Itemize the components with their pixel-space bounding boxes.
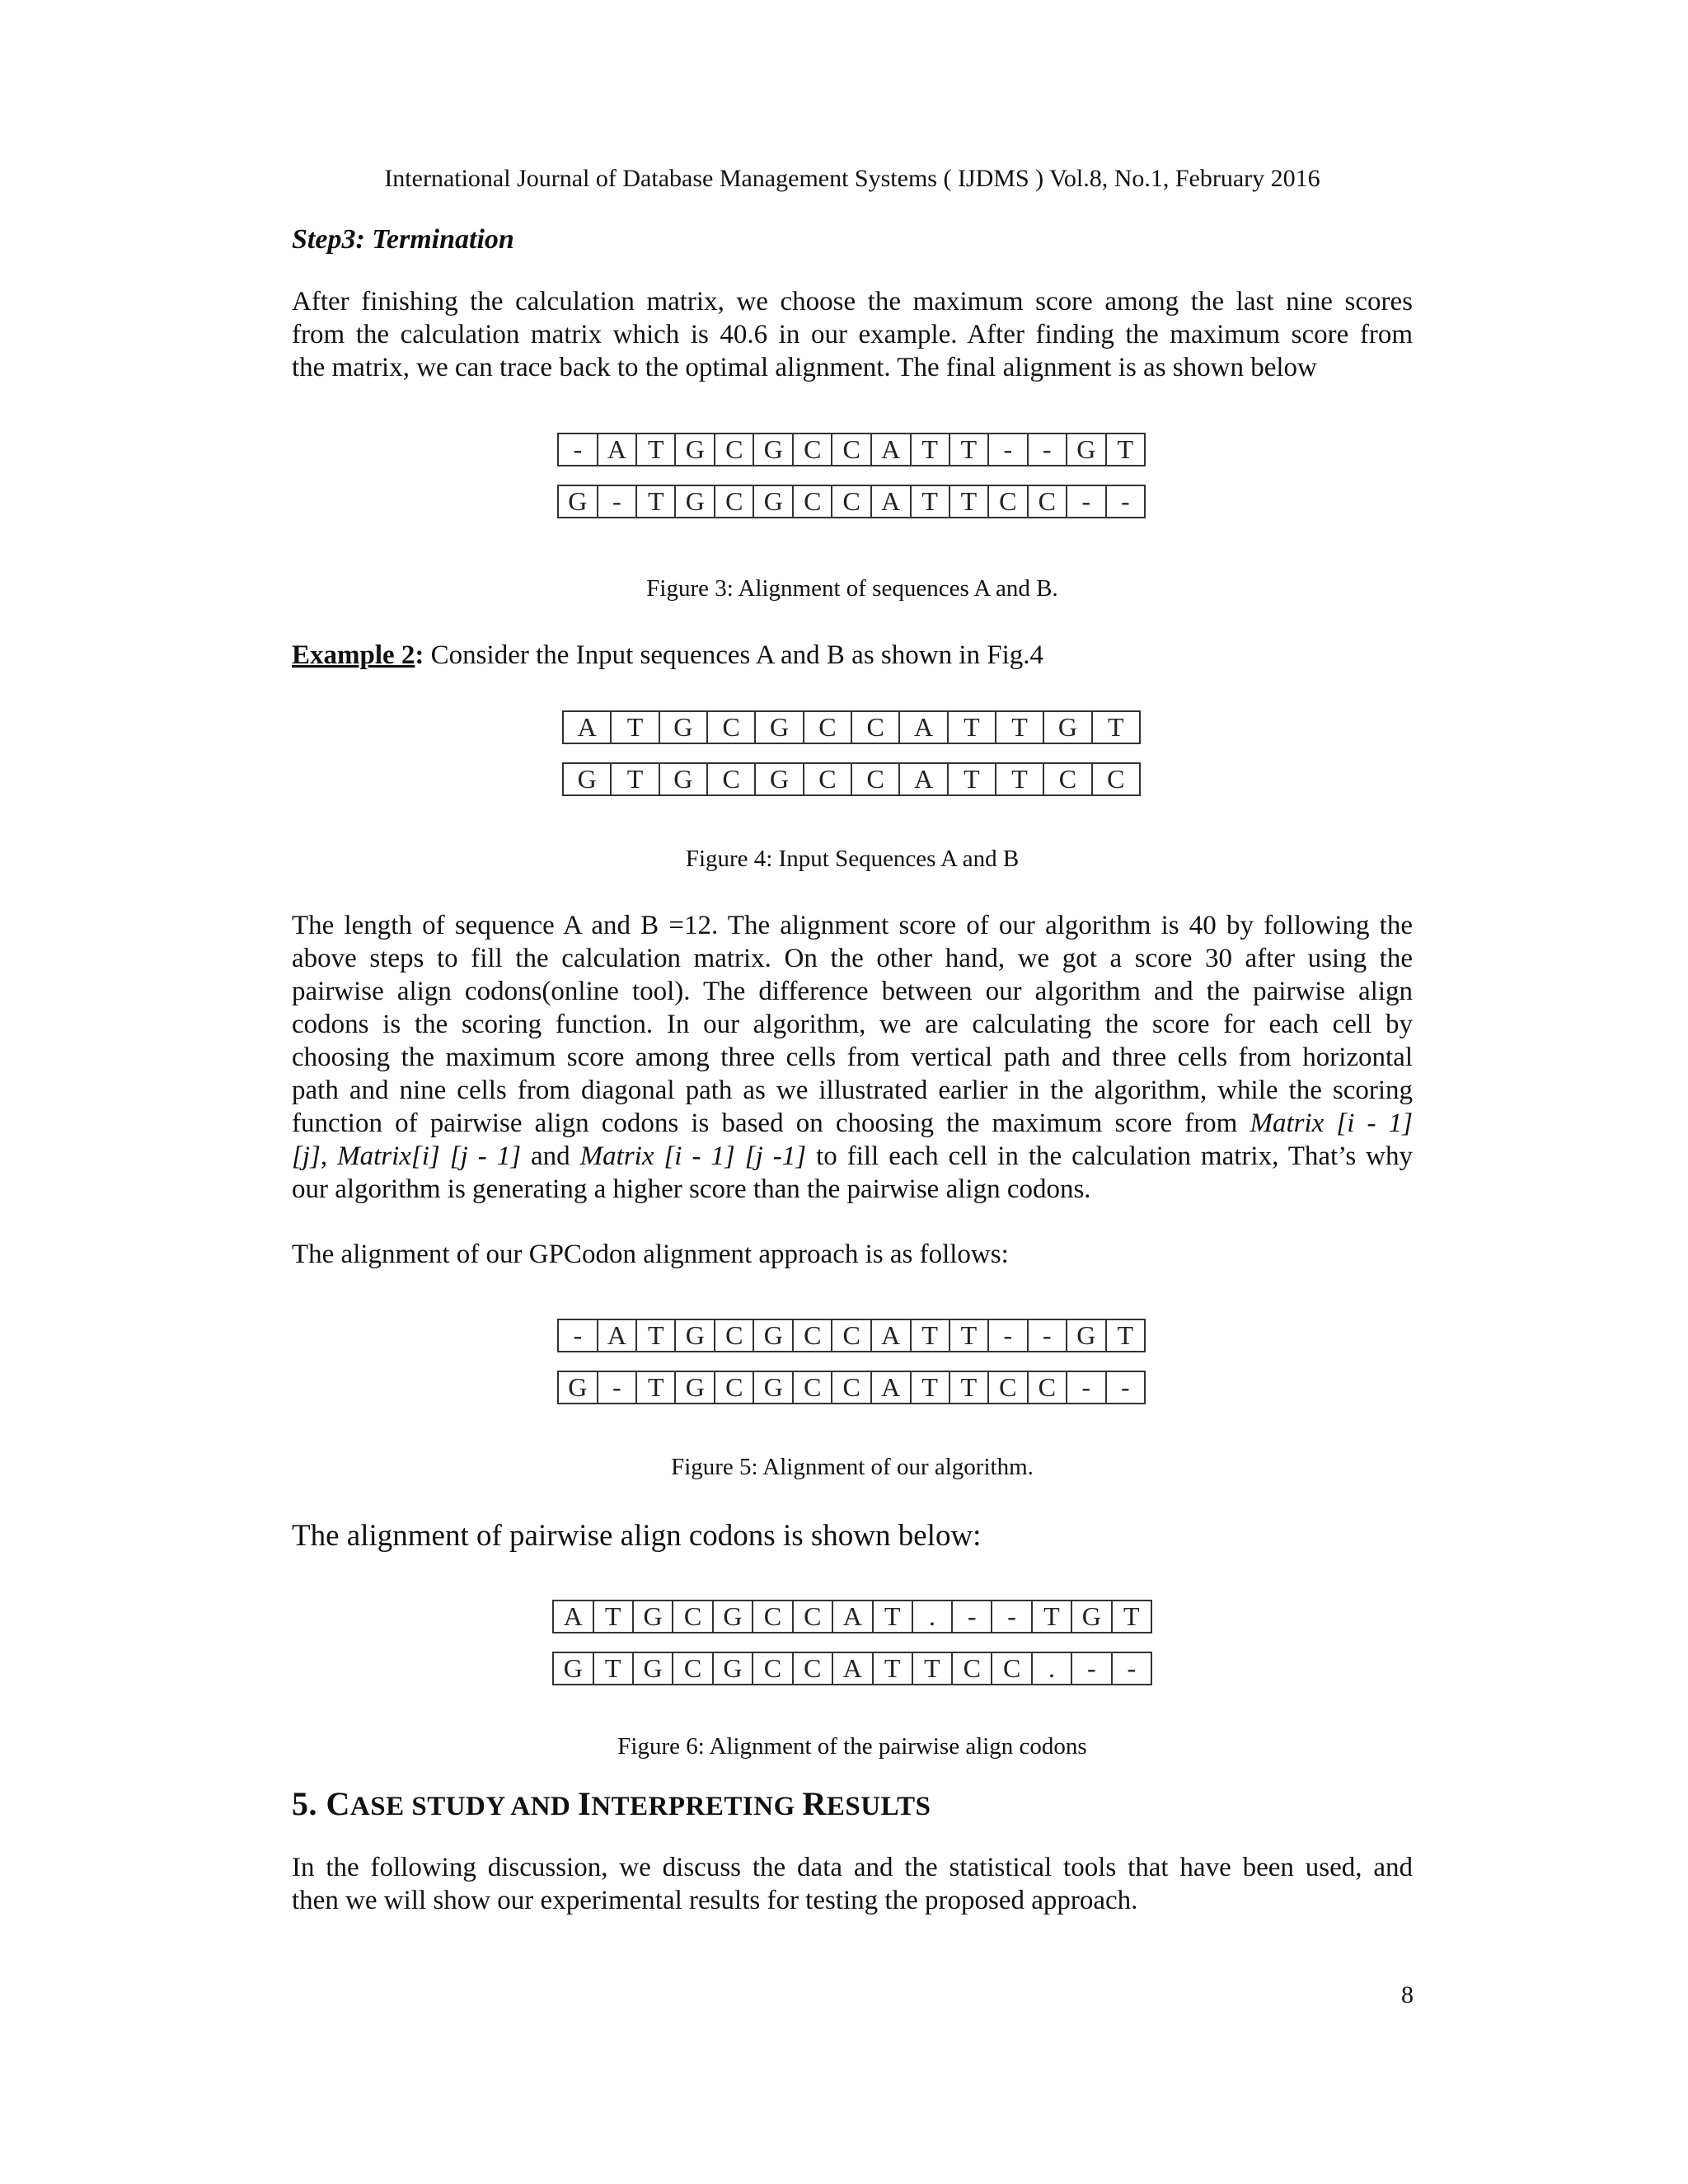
sequence-cell: G: [553, 1652, 593, 1685]
text-line: pairwise align codons(online tool). The difference between our algorithm and the pairwise align: [292, 977, 1413, 1006]
text-line: The alignment of our GPCodon alignment approach is as follows:: [292, 1240, 1009, 1269]
sequence-cell: T: [912, 1652, 952, 1685]
sequence-cell: .: [912, 1601, 952, 1633]
sequence-cell: C: [992, 1652, 1031, 1685]
sequence-cell: -: [952, 1601, 992, 1633]
text-line: [j], Matrix[i] [j - 1] and Matrix [i - 1] [j -1] to fill each cell in the calculation matrix, That’s why: [292, 1141, 1414, 1171]
figure-4-input-sequences-table: [562, 710, 1141, 796]
section-heading: 5. CASE STUDY AND INTERPRETING RESULTS: [292, 1785, 931, 1822]
sequence-cell: -: [988, 1319, 1027, 1352]
running-header: International Journal of Database Management Systems ( IJDMS ) Vol.8, No.1, February 2016: [384, 165, 1320, 192]
text-line: choosing the maximum score among three cells from vertical path and three cells from horizontal: [292, 1043, 1413, 1072]
sequence-cell: T: [1106, 1319, 1145, 1352]
sequence-cell: G: [558, 1371, 598, 1404]
sequence-row: [563, 763, 1140, 795]
sequence-cell: G: [563, 763, 611, 795]
sequence-cell: G: [675, 1319, 715, 1352]
text-line: the matrix, we can trace back to the optimal alignment. The final alignment is as shown below: [292, 353, 1317, 382]
sequence-cell: G: [633, 1601, 673, 1633]
step-title: Step3: Termination: [292, 224, 514, 255]
sequence-cell: -: [992, 1601, 1031, 1633]
sequence-cell: A: [553, 1601, 593, 1633]
sequence-cell: G: [1067, 434, 1106, 466]
sequence-cell: C: [832, 1319, 870, 1352]
sequence-cell: T: [911, 1319, 950, 1352]
sequence-cell: C: [851, 763, 899, 795]
sequence-cell: -: [598, 1371, 637, 1404]
sequence-cell: C: [988, 1371, 1027, 1404]
sequence-row: [558, 1371, 1145, 1404]
sequence-cell: -: [1028, 434, 1067, 466]
figure-6-caption: Figure 6: Alignment of the pairwise align codons: [617, 1733, 1087, 1760]
sequence-cell: G: [753, 434, 793, 466]
sequence-cell: C: [793, 434, 832, 466]
sequence-cell: C: [1092, 763, 1140, 795]
paragraph-case-study: [292, 1851, 1413, 1917]
sequence-cell: A: [598, 434, 637, 466]
sequence-cell: C: [804, 763, 851, 795]
sequence-cell: -: [1112, 1652, 1151, 1685]
row-separator: [558, 466, 1145, 485]
example-2-label: Example 2: [292, 640, 415, 670]
row-separator: [553, 1633, 1151, 1652]
text-line: In the following discussion, we discuss the data and the statistical tools that have been used, and: [292, 1853, 1413, 1882]
sequence-cell: C: [851, 711, 899, 743]
sequence-cell: G: [755, 711, 803, 743]
sequence-cell: T: [911, 1371, 950, 1404]
sequence-cell: A: [871, 1371, 911, 1404]
sequence-cell: G: [675, 434, 715, 466]
text-line: The length of sequence A and B =12. The alignment score of our algorithm is 40 by following the: [292, 911, 1413, 940]
sequence-cell: C: [1043, 763, 1091, 795]
sequence-cell: C: [804, 711, 851, 743]
sequence-cell: T: [950, 1319, 988, 1352]
paragraph-pairwise-intro: The alignment of pairwise align codons is shown below:: [292, 1519, 982, 1553]
page-number: 8: [1401, 1981, 1414, 2008]
sequence-cell: T: [948, 763, 996, 795]
sequence-cell: C: [707, 711, 755, 743]
sequence-cell: G: [675, 1371, 715, 1404]
sequence-cell: T: [950, 1371, 988, 1404]
sequence-cell: -: [1106, 1371, 1145, 1404]
sequence-cell: C: [715, 1371, 753, 1404]
sequence-cell: C: [707, 763, 755, 795]
sequence-row: [553, 1601, 1151, 1633]
sequence-cell: C: [952, 1652, 992, 1685]
sequence-cell: C: [673, 1652, 712, 1685]
sequence-cell: A: [832, 1601, 873, 1633]
sequence-cell: C: [832, 434, 870, 466]
sequence-cell: -: [558, 434, 598, 466]
sequence-cell: G: [755, 763, 803, 795]
sequence-cell: C: [793, 1371, 832, 1404]
sequence-cell: C: [988, 485, 1027, 518]
text-line: codons is the scoring function. In our algorithm, we are calculating the score for each cell by: [292, 1010, 1413, 1039]
sequence-cell: T: [996, 763, 1043, 795]
sequence-cell: T: [636, 434, 675, 466]
sequence-cell: -: [988, 434, 1027, 466]
figure-5-alignment-table: [557, 1319, 1146, 1404]
sequence-cell: G: [1067, 1319, 1106, 1352]
sequence-cell: G: [753, 1319, 793, 1352]
sequence-cell: C: [793, 485, 832, 518]
sequence-row: [553, 1652, 1151, 1685]
sequence-cell: T: [611, 711, 659, 743]
sequence-cell: A: [871, 434, 911, 466]
sequence-cell: T: [950, 434, 988, 466]
sequence-cell: T: [873, 1601, 912, 1633]
sequence-cell: T: [611, 763, 659, 795]
sequence-cell: -: [1028, 1319, 1067, 1352]
sequence-cell: -: [1106, 485, 1145, 518]
sequence-cell: A: [598, 1319, 637, 1352]
sequence-cell: T: [948, 711, 996, 743]
sequence-cell: T: [636, 1371, 675, 1404]
figure-5-caption: Figure 5: Alignment of our algorithm.: [671, 1454, 1034, 1480]
sequence-cell: G: [1043, 711, 1091, 743]
sequence-cell: T: [911, 485, 950, 518]
sequence-cell: T: [636, 1319, 675, 1352]
sequence-cell: -: [1067, 1371, 1106, 1404]
sequence-cell: G: [753, 1371, 793, 1404]
paragraph-example-2-discussion: [292, 909, 1413, 1206]
row-separator: [558, 1352, 1145, 1371]
text-line: our algorithm is generating a higher score than the pairwise align codons.: [292, 1174, 1091, 1204]
sequence-row: [563, 711, 1140, 743]
sequence-cell: C: [753, 1652, 792, 1685]
sequence-cell: A: [899, 763, 947, 795]
text-line: then we will show our experimental results for testing the proposed approach.: [292, 1886, 1138, 1915]
sequence-cell: T: [593, 1652, 633, 1685]
sequence-cell: T: [996, 711, 1043, 743]
sequence-row: [558, 485, 1145, 518]
sequence-cell: .: [1032, 1652, 1071, 1685]
text-line: function of pairwise align codons is based on choosing the maximum score from Matrix [i - 1]: [292, 1108, 1413, 1138]
sequence-row: [558, 434, 1145, 466]
sequence-cell: T: [1112, 1601, 1151, 1633]
sequence-cell: G: [675, 485, 715, 518]
sequence-cell: -: [1071, 1652, 1112, 1685]
sequence-cell: -: [1067, 485, 1106, 518]
sequence-cell: G: [659, 763, 707, 795]
sequence-cell: A: [871, 485, 911, 518]
sequence-cell: A: [563, 711, 611, 743]
sequence-cell: C: [793, 1319, 832, 1352]
row-separator: [563, 743, 1140, 763]
example-2-text: Consider the Input sequences A and B as shown in Fig.4: [424, 640, 1044, 670]
sequence-cell: C: [832, 485, 870, 518]
sequence-row: [558, 1319, 1145, 1352]
figure-3-alignment-table: [557, 433, 1146, 518]
sequence-cell: G: [633, 1652, 673, 1685]
sequence-cell: T: [1032, 1601, 1071, 1633]
sequence-cell: C: [832, 1371, 870, 1404]
sequence-cell: G: [558, 485, 598, 518]
sequence-cell: T: [1092, 711, 1140, 743]
sequence-cell: A: [832, 1652, 873, 1685]
sequence-cell: C: [715, 485, 753, 518]
sequence-cell: T: [873, 1652, 912, 1685]
sequence-cell: A: [899, 711, 947, 743]
sequence-cell: C: [715, 1319, 753, 1352]
sequence-cell: A: [871, 1319, 911, 1352]
paragraph-gpcodon-intro: [292, 1238, 1413, 1271]
sequence-cell: T: [911, 434, 950, 466]
sequence-cell: -: [558, 1319, 598, 1352]
sequence-cell: -: [598, 485, 637, 518]
sequence-cell: T: [593, 1601, 633, 1633]
sequence-cell: C: [793, 1652, 832, 1685]
sequence-cell: T: [636, 485, 675, 518]
figure-4-caption: Figure 4: Input Sequences A and B: [685, 846, 1020, 872]
text-line: After finishing the calculation matrix, we choose the maximum score among the last nine scores: [292, 287, 1413, 316]
sequence-cell: G: [713, 1652, 753, 1685]
sequence-cell: T: [950, 485, 988, 518]
sequence-cell: C: [715, 434, 753, 466]
text-line: from the calculation matrix which is 40.6 in our example. After finding the maximum score from: [292, 320, 1413, 349]
sequence-cell: G: [753, 485, 793, 518]
text-line: above steps to fill the calculation matrix. On the other hand, we got a score 30 after using the: [292, 944, 1413, 973]
paragraph-termination: [292, 285, 1413, 384]
figure-3-caption: Figure 3: Alignment of sequences A and B.: [646, 575, 1058, 602]
sequence-cell: G: [659, 711, 707, 743]
sequence-cell: C: [1028, 1371, 1067, 1404]
sequence-cell: G: [713, 1601, 753, 1633]
sequence-cell: C: [753, 1601, 792, 1633]
sequence-cell: G: [1071, 1601, 1112, 1633]
example-2-line: Example 2: Consider the Input sequences A and B as shown in Fig.4: [292, 640, 1044, 670]
text-line: path and nine cells from diagonal path as we illustrated earlier in the algorithm, while the scoring: [292, 1076, 1413, 1105]
sequence-cell: C: [1028, 485, 1067, 518]
sequence-cell: C: [793, 1601, 832, 1633]
figure-6-pairwise-alignment-table: [552, 1600, 1152, 1685]
sequence-cell: C: [673, 1601, 712, 1633]
sequence-cell: T: [1106, 434, 1145, 466]
